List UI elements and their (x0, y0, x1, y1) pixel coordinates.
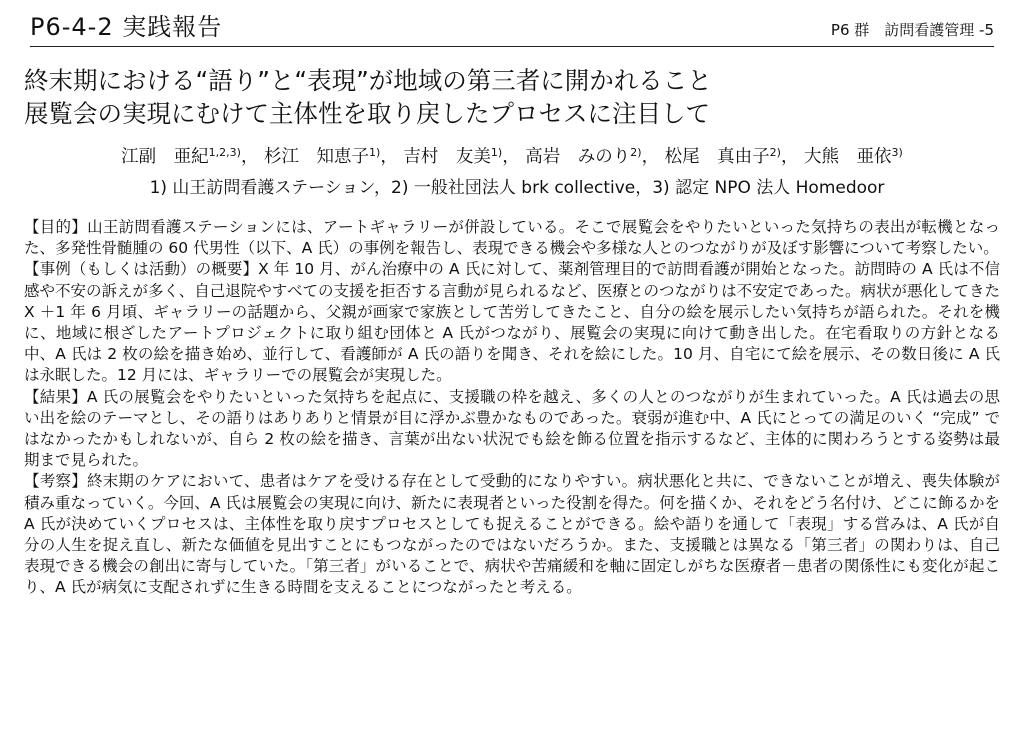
author: 松尾 真由子$^{2)}$， (664, 146, 799, 167)
author: 吉村 友美$^{1)}$， (403, 146, 520, 167)
section-purpose (24, 217, 1000, 259)
session-id: P6-4-2 実践報告 (30, 13, 223, 41)
section-text: 山王訪問看護ステーションには、アートギャラリーが併設している。そこで展覧会をやりたいといった気持ちの表出が転機となった、多発性骨髄腫の 60 代男性（以下、A 氏）の事例を報告し、表現できる機会や多様な人とのつながりが及ぼす影響について考察したい。 (24, 218, 1000, 258)
session-group: P6 群 訪問看護管理 -5 (830, 21, 994, 39)
author: 杉江 知恵子$^{1)}$， (264, 146, 398, 167)
section-heading: 【考察】 (24, 472, 87, 491)
page-header (30, 10, 994, 47)
author: 大熊 亜依$^{3)}$ (804, 146, 903, 167)
author-list (40, 142, 984, 172)
section-heading: 【結果】 (24, 387, 87, 406)
affiliations: 1) 山王訪問看護ステーション，2) 一般社団法人 brk collective，3) 認定 NPO 法人 Homedoor (149, 178, 885, 198)
section-case (24, 259, 1000, 386)
section-text: 終末期のケアにおいて、患者はケアを受ける存在として受動的になりやすい。病状悪化と共に、できないことが増え、喪失体験が積み重なっていく。今回、A 氏は展覧会の実現に向け、新たに表現者といった役割を得た。何を描くか、それをどう名付け、どこに飾るかを A 氏が決めていくプロセスは、主体性を取り戻すプロセスとしても捉えることができる。絵や語りを通して「表現」する営みは、A 氏が自分の人生を捉え直し、新たな価値を見出すことにもつながったのではないだろうか。また、支援職とは異なる「第三者」の関わりは、自己表現できる機会の創出に寄与していた。「第三者」がいることで、病状や苦痛緩和を軸に固定しがちな医療者－患者の関係性にも変化が起こり、A 氏が病気に支配されずに生きる時間を支えることにつながったと考える。 (24, 472, 1000, 597)
section-text: A 氏の展覧会をやりたいといった気持ちを起点に、支援職の枠を越え、多くの人とのつながりが生まれていった。A 氏は過去の思い出を絵のテーマとし、その語りはありありと情景が目に浮かぶ豊かなものであった。衰弱が進む中、A 氏にとっての満足のいく “完成” ではなかったかもしれないが、自ら 2 枚の絵を描き、言葉が出ない状況でも絵を飾る位置を指示するなど、主体的に関わろうとする姿勢は最期まで見られた。 (24, 387, 1000, 470)
title-line-2: 展覧会の実現にむけて主体性を取り戻したプロセスに注目して (24, 99, 710, 128)
section-discussion (24, 471, 1000, 598)
abstract-body (24, 217, 1000, 599)
title-line-1: 終末期における“語り”と“表現”が地域の第三者に開かれること (24, 66, 712, 95)
section-heading: 【事例（もしくは活動）の概要】 (24, 260, 259, 279)
section-heading: 【目的】 (24, 218, 88, 236)
section-text: X 年 10 月、がん治療中の A 氏に対して、薬剤管理目的で訪問看護が開始となった。訪問時の A 氏は不信感や不安の訴えが多く、自己退院やすべての支援を拒否する言動が見られるなど、医療とのつながりは不安定であった。病状が悪化してきた X ＋1 年 6 月頃、ギャラリーの話題から、父親が画家で家族として苦労してきたこと、自分の絵を展示したい気持ちが語られた。それを機に、地域に根ざしたアートプロジェクトに取り組む団体と A 氏がつながり、展覧会の実現に向けて動き出した。在宅看取りの方針となる中、A 氏は 2 枚の絵を描き始め、並行して、看護師が A 氏の語りを聞き、それを絵にした。10 月、自宅にて絵を展示、その数日後に A 氏は永眠した。12 月には、ギャラリーでの展覧会が実現した。 (24, 260, 1000, 385)
section-result (24, 387, 1000, 472)
author: 高岩 みのり$^{2)}$， (525, 146, 660, 167)
author: 江副 亜紀$^{1,2,3)}$， (121, 146, 259, 167)
paper-title (24, 64, 1000, 130)
